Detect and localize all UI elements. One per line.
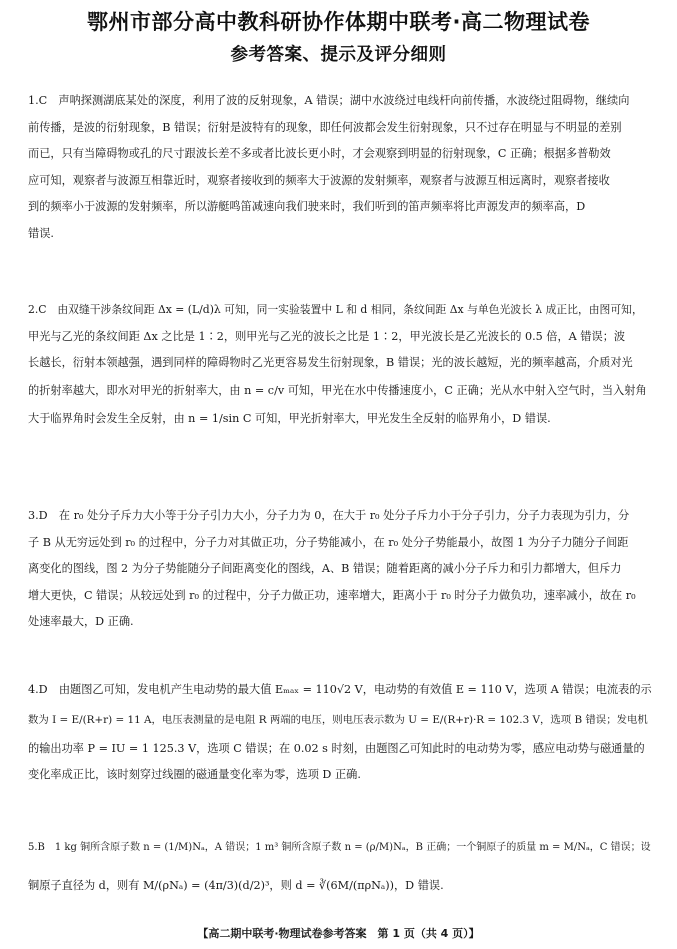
document-subtitle: 参考答案、提示及评分细则 bbox=[230, 45, 447, 65]
answer-line: 增大更快，C 错误；从较远处到 r₀ 的过程中，分子力做正功，速率增大，距离小于 r₀ 时分子力做负功，速率减小，故在 r₀ bbox=[28, 588, 636, 602]
answer-line: 子 B 从无穷远处到 r₀ 的过程中，分子力对其做正功，分子势能减小，在 r₀ 处分子势能最小，故图 1 为分子力随分子间距 bbox=[28, 535, 629, 549]
answer-item-1 bbox=[28, 88, 652, 247]
answer-line: 大于临界角时会发生全反射，由 n = 1/sin C 可知，甲光折射率大，甲光发生全反射的临界角小，D 错误. bbox=[28, 411, 551, 425]
answer-line: 的输出功率 P = IU = 1 125.3 V，选项 C 错误；在 0.02 s 时刻，由题图乙可知此时的电动势为零，感应电动势与磁通量的 bbox=[28, 741, 645, 755]
answer-line: 2.C 由双缝干涉条纹间距 Δx = (L/d)λ 可知，同一实验装置中 L 和 d 相同，条纹间距 Δx 与单色光波长 λ 成正比，由图可知， bbox=[28, 303, 643, 316]
answer-line: 3.D 在 r₀ 处分子斥力大小等于分子引力大小，分子力为 0，在大于 r₀ 处分子斥力小于分子引力，分子力表现为引力，分 bbox=[28, 509, 630, 522]
answer-line: 错误. bbox=[28, 226, 54, 240]
answer-line: 数为 I = E/(R+r) = 11 A，电压表测量的是电阻 R 两端的电压，则电压表示数为 U = E/(R+r)·R = 102.3 V，选项 B 错误；发电机 bbox=[28, 713, 648, 726]
answer-line: 1.C 声呐探测湖底某处的深度，利用了波的反射现象，A 错误；湖中水波绕过电线杆向前传播，水波绕过阻碍物，继续向 bbox=[28, 94, 630, 107]
answer-line: 4.D 由题图乙可知，发电机产生电动势的最大值 Eₘₐₓ = 110√2 V，电动势的有效值 E = 110 V，选项 A 错误；电流表的示 bbox=[28, 683, 652, 696]
answer-line: 离变化的图线，图 2 为分子势能随分子间距离变化的图线，A、B 错误；随着距离的减小分子斥力和引力都增大，但斥力 bbox=[28, 562, 622, 575]
answer-line: 处速率最大，D 正确. bbox=[28, 615, 134, 628]
answer-item-2 bbox=[28, 297, 652, 433]
answer-line: 甲光与乙光的条纹间距 Δx 之比是 1∶2，则甲光与乙光的波长之比是 1∶2，甲光波长是乙光波长的 0.5 倍，A 错误；波 bbox=[28, 329, 626, 343]
answer-line: 应可知，观察者与波源互相靠近时，观察者接收到的频率大于波源的发射频率，观察者与波源互相远离时，观察者接收 bbox=[28, 173, 610, 187]
answer-line: 变化率成正比，该时刻穿过线圈的磁通量变化率为零，选项 D 正确. bbox=[28, 768, 361, 781]
answer-item-4 bbox=[28, 677, 652, 789]
answer-line: 5.B 1 kg 铜所含原子数 n = (1/M)Nₐ，A 错误；1 m³ 铜所含原子数 n = (ρ/M)Nₐ，B 正确；一个铜原子的质量 m = M/Nₐ，C 错误；设 bbox=[28, 842, 651, 853]
answer-line: 而已，只有当障碍物或孔的尺寸跟波长差不多或者比波长更小时，才会观察到明显的衍射现象，C 正确；根据多普勒效 bbox=[28, 147, 611, 160]
answer-line: 的折射率越大，即水对甲光的折射率大，由 n = c/v 可知，甲光在水中传播速度小，C 正确；光从水中射入空气时，当入射角 bbox=[28, 383, 647, 397]
answer-line: 到的频率小于波源的发射频率，所以游艇鸣笛减速向我们驶来时，我们听到的笛声频率将比声源发声的频率高，D bbox=[28, 200, 586, 213]
answer-line: 前传播，是波的衍射现象，B 错误；衍射是波特有的现象，即任何波都会发生衍射现象，只不过存在明显与不明显的差别 bbox=[28, 120, 622, 134]
answer-item-5 bbox=[28, 835, 652, 901]
answer-line: 长越长，衍射本领越强，遇到同样的障碍物时乙光更容易发生衍射现象，B 错误；光的波长越短，光的频率越高，介质对光 bbox=[28, 356, 633, 369]
document-title: 鄂州市部分高中教科研协作体期中联考·高二物理试卷 bbox=[87, 10, 590, 34]
page-footer: 【高二期中联考·物理试卷参考答案 第 1 页（共 4 页）】 bbox=[197, 927, 480, 940]
answer-line: 铜原子直径为 d，则有 M/(ρNₐ) = (4π/3)(d/2)³，则 d = ∛(6M/(πρNₐ))，D 错误. bbox=[28, 879, 444, 892]
answer-item-3 bbox=[28, 503, 652, 636]
